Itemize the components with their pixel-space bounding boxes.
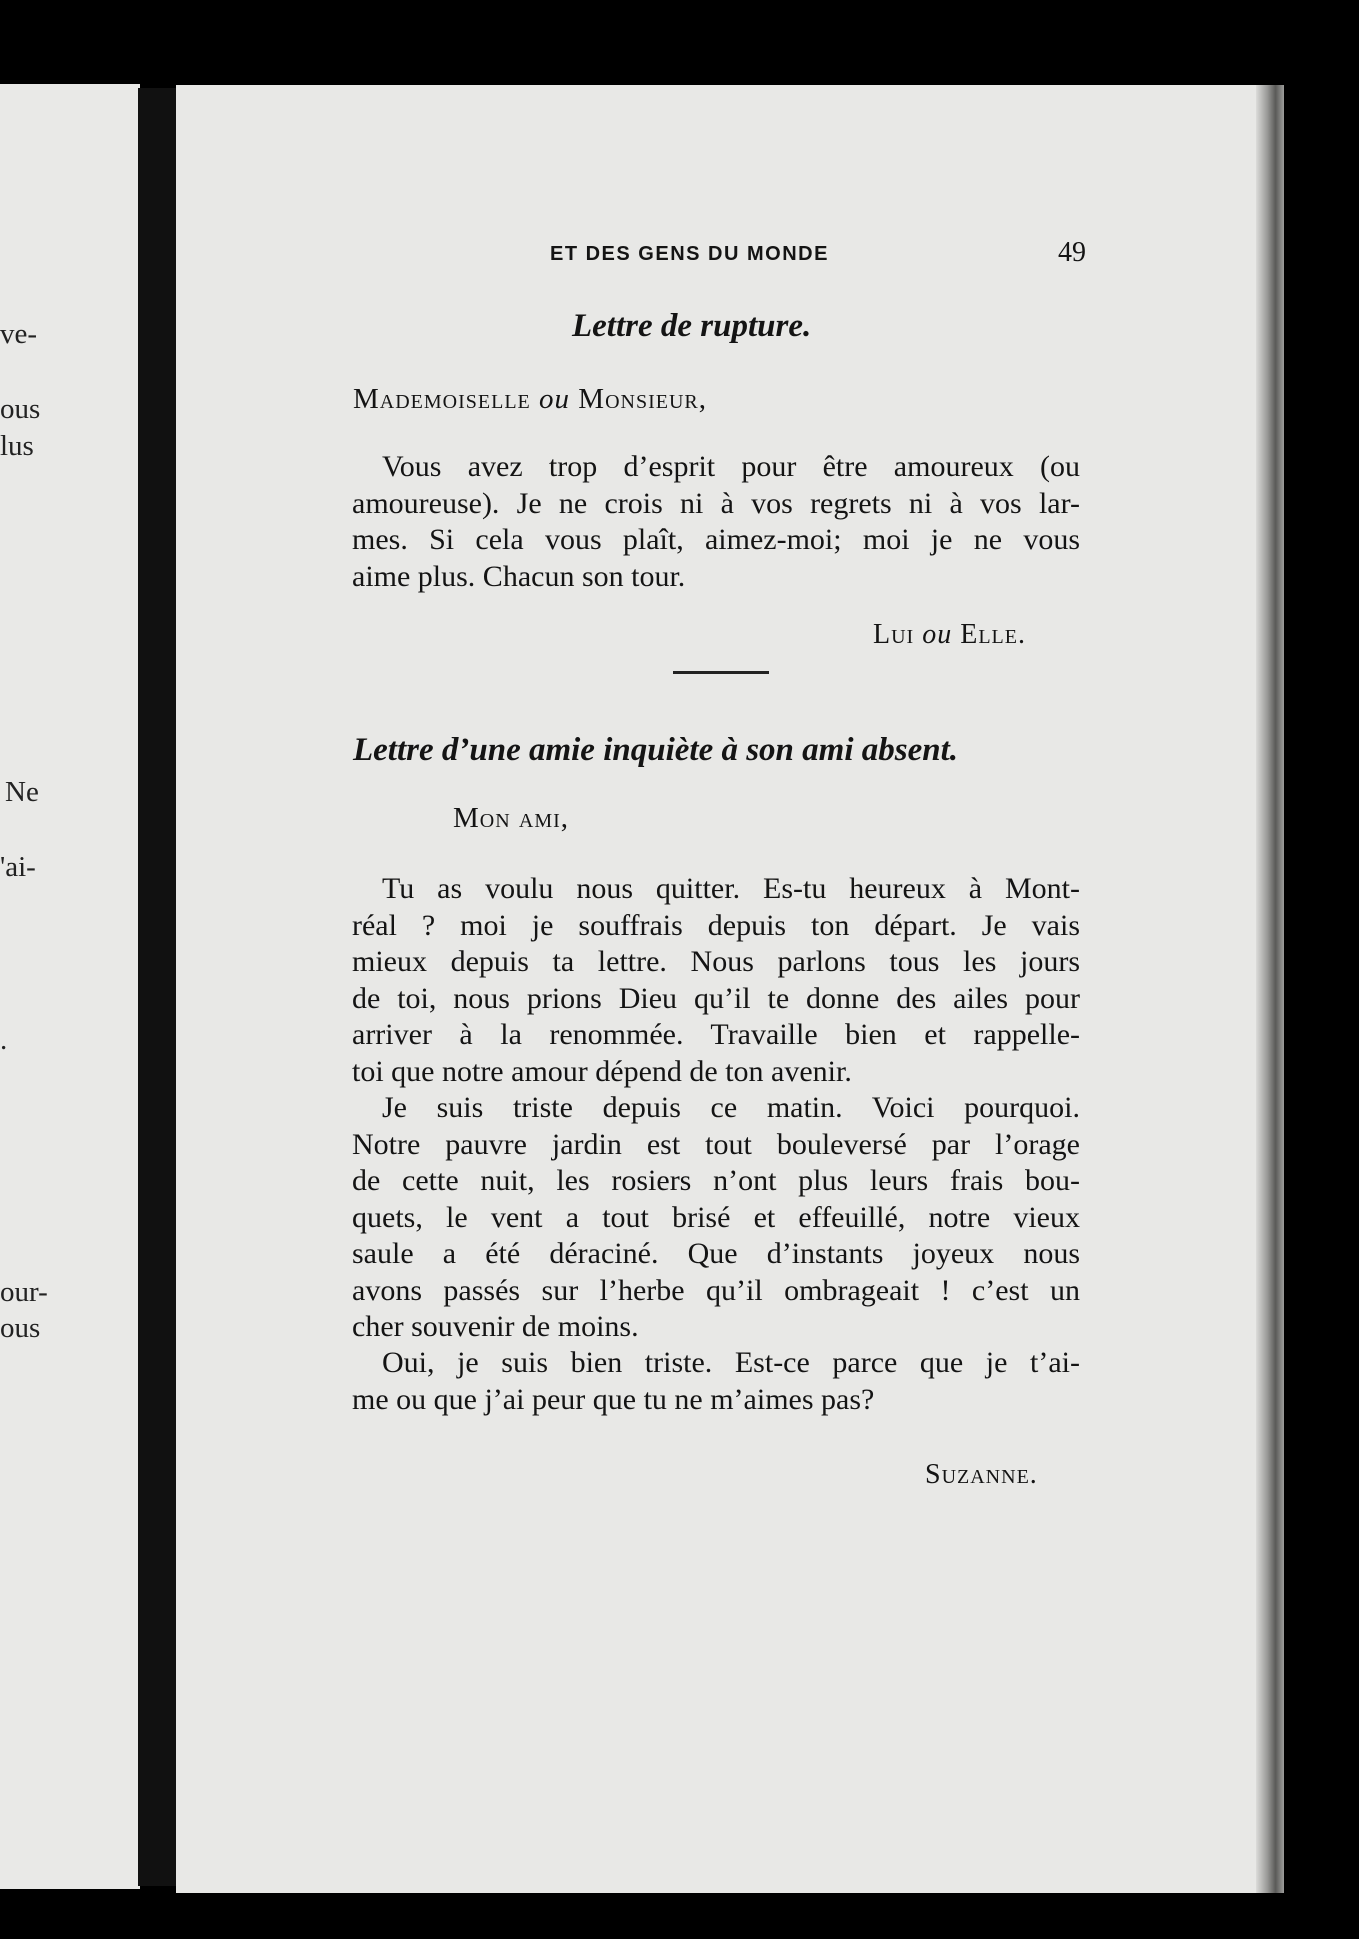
body-line: arriver à la renommée. Travaille bien et rappelle-	[352, 1018, 1080, 1051]
body-line: quets, le vent a tout brisé et effeuillé, notre vieux	[352, 1200, 1080, 1234]
letter2-paragraph-1	[352, 871, 1080, 1090]
letter1-body	[352, 449, 1080, 595]
body-line: saule a été déraciné. Que d’instants joyeux nous	[352, 1237, 1080, 1270]
body-line: avons passés sur l’herbe qu’il ombrageait ! c’est un	[352, 1273, 1080, 1307]
body-line: Oui, je suis bien triste. Est-ce parce que je t’ai-	[382, 1346, 1080, 1379]
fragment-text: Ne	[5, 776, 39, 808]
body-line: aime plus. Chacun son tour.	[352, 559, 686, 593]
letter2-title: Lettre d’une amie inquiète à son ami absent.	[353, 732, 959, 768]
letter2-salutation: Mon ami,	[453, 802, 570, 834]
letter1-salutation	[353, 383, 707, 416]
letter1-signature	[873, 619, 1026, 651]
body-line: Vous avez trop d’esprit pour être amoureux (ou	[382, 450, 1080, 483]
body-line: amoureuse). Je ne crois ni à vos regrets ni à vos lar-	[352, 486, 1080, 520]
fragment-text: 'ai-	[0, 851, 36, 883]
salutation-b: Monsieur,	[578, 383, 707, 415]
body-line: Notre pauvre jardin est tout bouleversé par l’orage	[352, 1127, 1080, 1161]
fragment-text: lus	[0, 430, 34, 462]
body-line: de cette nuit, les rosiers n’ont plus leurs frais bou-	[352, 1164, 1080, 1197]
body-line: mieux depuis ta lettre. Nous parlons tous les jours	[352, 945, 1080, 978]
running-title: ET DES GENS DU MONDE	[550, 243, 829, 265]
letter2-signature: Suzanne.	[925, 1459, 1038, 1490]
book-gutter	[138, 88, 176, 1886]
fragment-text: ous	[0, 1312, 41, 1344]
book-page	[176, 85, 1284, 1893]
body-line: Tu as voulu nous quitter. Es-tu heureux à Mont-	[382, 872, 1080, 905]
signature-a: Lui	[873, 619, 915, 650]
body-line: cher souvenir de moins.	[352, 1310, 639, 1343]
letter2-paragraph-3	[352, 1345, 1080, 1418]
body-line: toi que notre amour dépend de ton avenir.	[352, 1054, 852, 1088]
fragment-text: ous	[0, 393, 41, 425]
body-line: me ou que j’ai peur que tu ne m’aimes pas?	[352, 1382, 875, 1416]
fragment-text: .	[0, 1024, 8, 1056]
body-line: de toi, nous prions Dieu qu’il te donne des ailes pour	[352, 981, 1080, 1015]
fragment-text: ve-	[0, 318, 38, 350]
signature-b: Elle.	[960, 619, 1026, 650]
salutation-a: Mademoiselle	[353, 383, 531, 415]
previous-page-fragment	[0, 84, 140, 1889]
section-divider	[673, 671, 769, 674]
page-number: 49	[1058, 237, 1086, 268]
body-line: mes. Si cela vous plaît, aimez-moi; moi je ne vous	[352, 523, 1080, 556]
body-line: réal ? moi je souffrais depuis ton départ. Je vais	[352, 908, 1080, 942]
body-line: Je suis triste depuis ce matin. Voici pourquoi.	[382, 1091, 1080, 1124]
letter1-title: Lettre de rupture.	[572, 308, 812, 344]
fragment-text: our-	[0, 1276, 48, 1308]
scan-background-right	[1284, 0, 1359, 1939]
letter2-paragraph-2	[352, 1090, 1080, 1346]
signature-or: ou	[922, 619, 953, 650]
salutation-or: ou	[539, 383, 571, 415]
page-edge-shadow	[1256, 85, 1284, 1893]
